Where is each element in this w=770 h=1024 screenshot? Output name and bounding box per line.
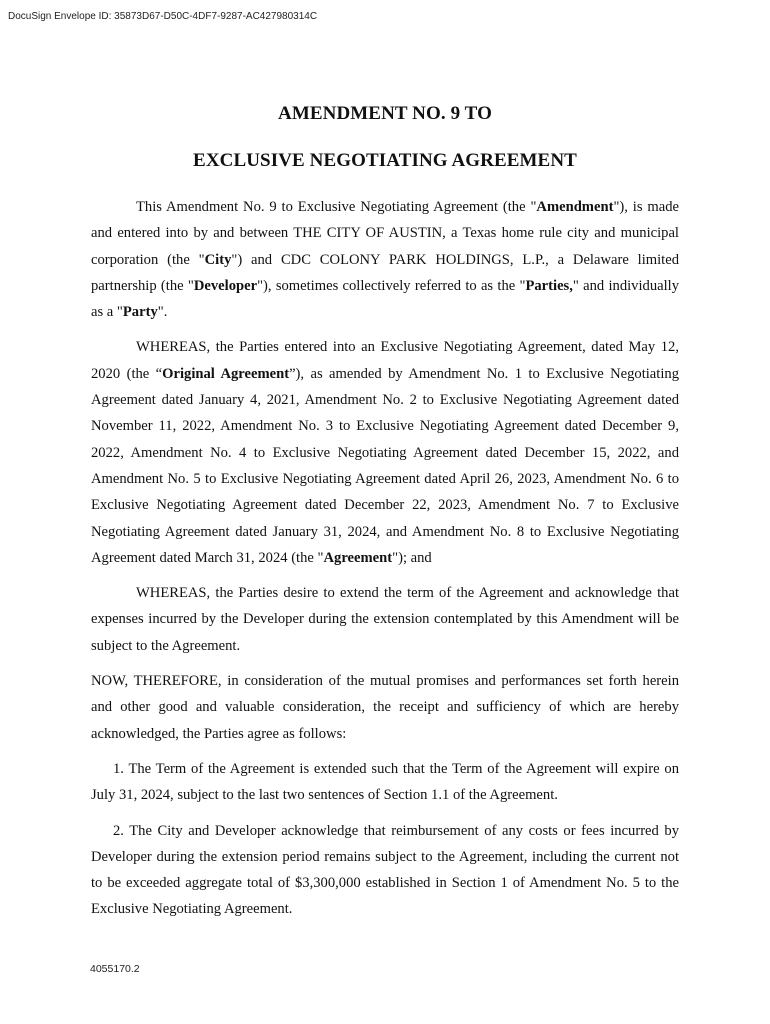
text: "), sometimes collectively referred to as the " bbox=[257, 277, 526, 294]
defined-term: Amendment bbox=[536, 199, 614, 215]
text: "), is made and entered into by and between THE CITY OF AUSTIN, a Texas home rule city and municipal corporation (the " bbox=[91, 199, 679, 268]
text: This Amendment No. 9 to Exclusive Negotiating Agreement (the " bbox=[136, 199, 537, 215]
title-line-1: AMENDMENT NO. 9 TO bbox=[278, 103, 492, 124]
list-item-1: 1. The Term of the Agreement is extended such that the Term of the Agreement will expire on July 31, 2024, subject to the last two sentences of Section 1.1 of the Agreement. bbox=[91, 760, 679, 804]
defined-term: City bbox=[204, 251, 232, 268]
document-number: 4055170.2 bbox=[90, 963, 140, 975]
text: ". bbox=[157, 304, 168, 321]
defined-term: Parties, bbox=[525, 277, 573, 294]
defined-term: Party bbox=[122, 304, 158, 321]
text: ") and CDC COLONY PARK HOLDINGS, L.P., a Delaware limited partnership (the " bbox=[91, 251, 679, 294]
defined-term: Original Agreement bbox=[162, 365, 290, 382]
envelope-id: DocuSign Envelope ID: 35873D67-D50C-4DF7-9287-AC427980314C bbox=[8, 11, 318, 22]
title-line-2: EXCLUSIVE NEGOTIATING AGREEMENT bbox=[193, 150, 577, 171]
paragraph-intro bbox=[91, 194, 679, 325]
defined-term: Developer bbox=[193, 277, 258, 294]
text: "); and bbox=[392, 549, 432, 566]
text: " and individually as a " bbox=[91, 277, 680, 321]
defined-term: Agreement bbox=[323, 549, 393, 566]
text: ”), as amended by Amendment No. 1 to Exclusive Negotiating Agreement dated January 4, 2021, Amendment No. 2 to Exclusive Negotiating Agreement dated November 11, 2022, Amendment No. 3 to Exclusive Negotiating Agreement dated December 9, 2022, Amendment No. 4 to Exclusive Negotiating Agreement dated December 15, 2022, and Amendment No. 5 to Exclusive Negotiating Agreement dated April 26, 2023, Amendment No. 6 to Exclusive Negotiating Agreement dated December 22, 2023, Amendment No. 7 to Exclusive Negotiating Agreement dated January 31, 2024, and Amendment No. 8 to Exclusive Negotiating Agreement dated March 31, 2024 (the " bbox=[91, 365, 679, 566]
text: WHEREAS, the Parties entered into an Exclusive Negotiating Agreement, dated May 12, 2020 (the “ bbox=[91, 339, 679, 382]
paragraph-now-therefore: NOW, THEREFORE, in consideration of the mutual promises and performances set forth herein and other good and valuable consideration, the receipt and sufficiency of which are hereby acknowledged, the Parties agree as follows: bbox=[91, 673, 679, 742]
paragraph-whereas-2: WHEREAS, the Parties desire to extend the term of the Agreement and acknowledge that expenses incurred by the Developer during the extension contemplated by this Amendment will be subject to the Agreement. bbox=[91, 585, 679, 654]
document-body bbox=[91, 194, 679, 923]
list-item-2: 2. The City and Developer acknowledge that reimbursement of any costs or fees incurred by Developer during the extension period remains subject to the Agreement, including the current not to be exceeded aggregate total of $3,300,000 established in Section 1 of Amendment No. 5 to the Exclusive Negotiating Agreement. bbox=[91, 822, 679, 918]
paragraph-whereas-1 bbox=[91, 334, 679, 571]
